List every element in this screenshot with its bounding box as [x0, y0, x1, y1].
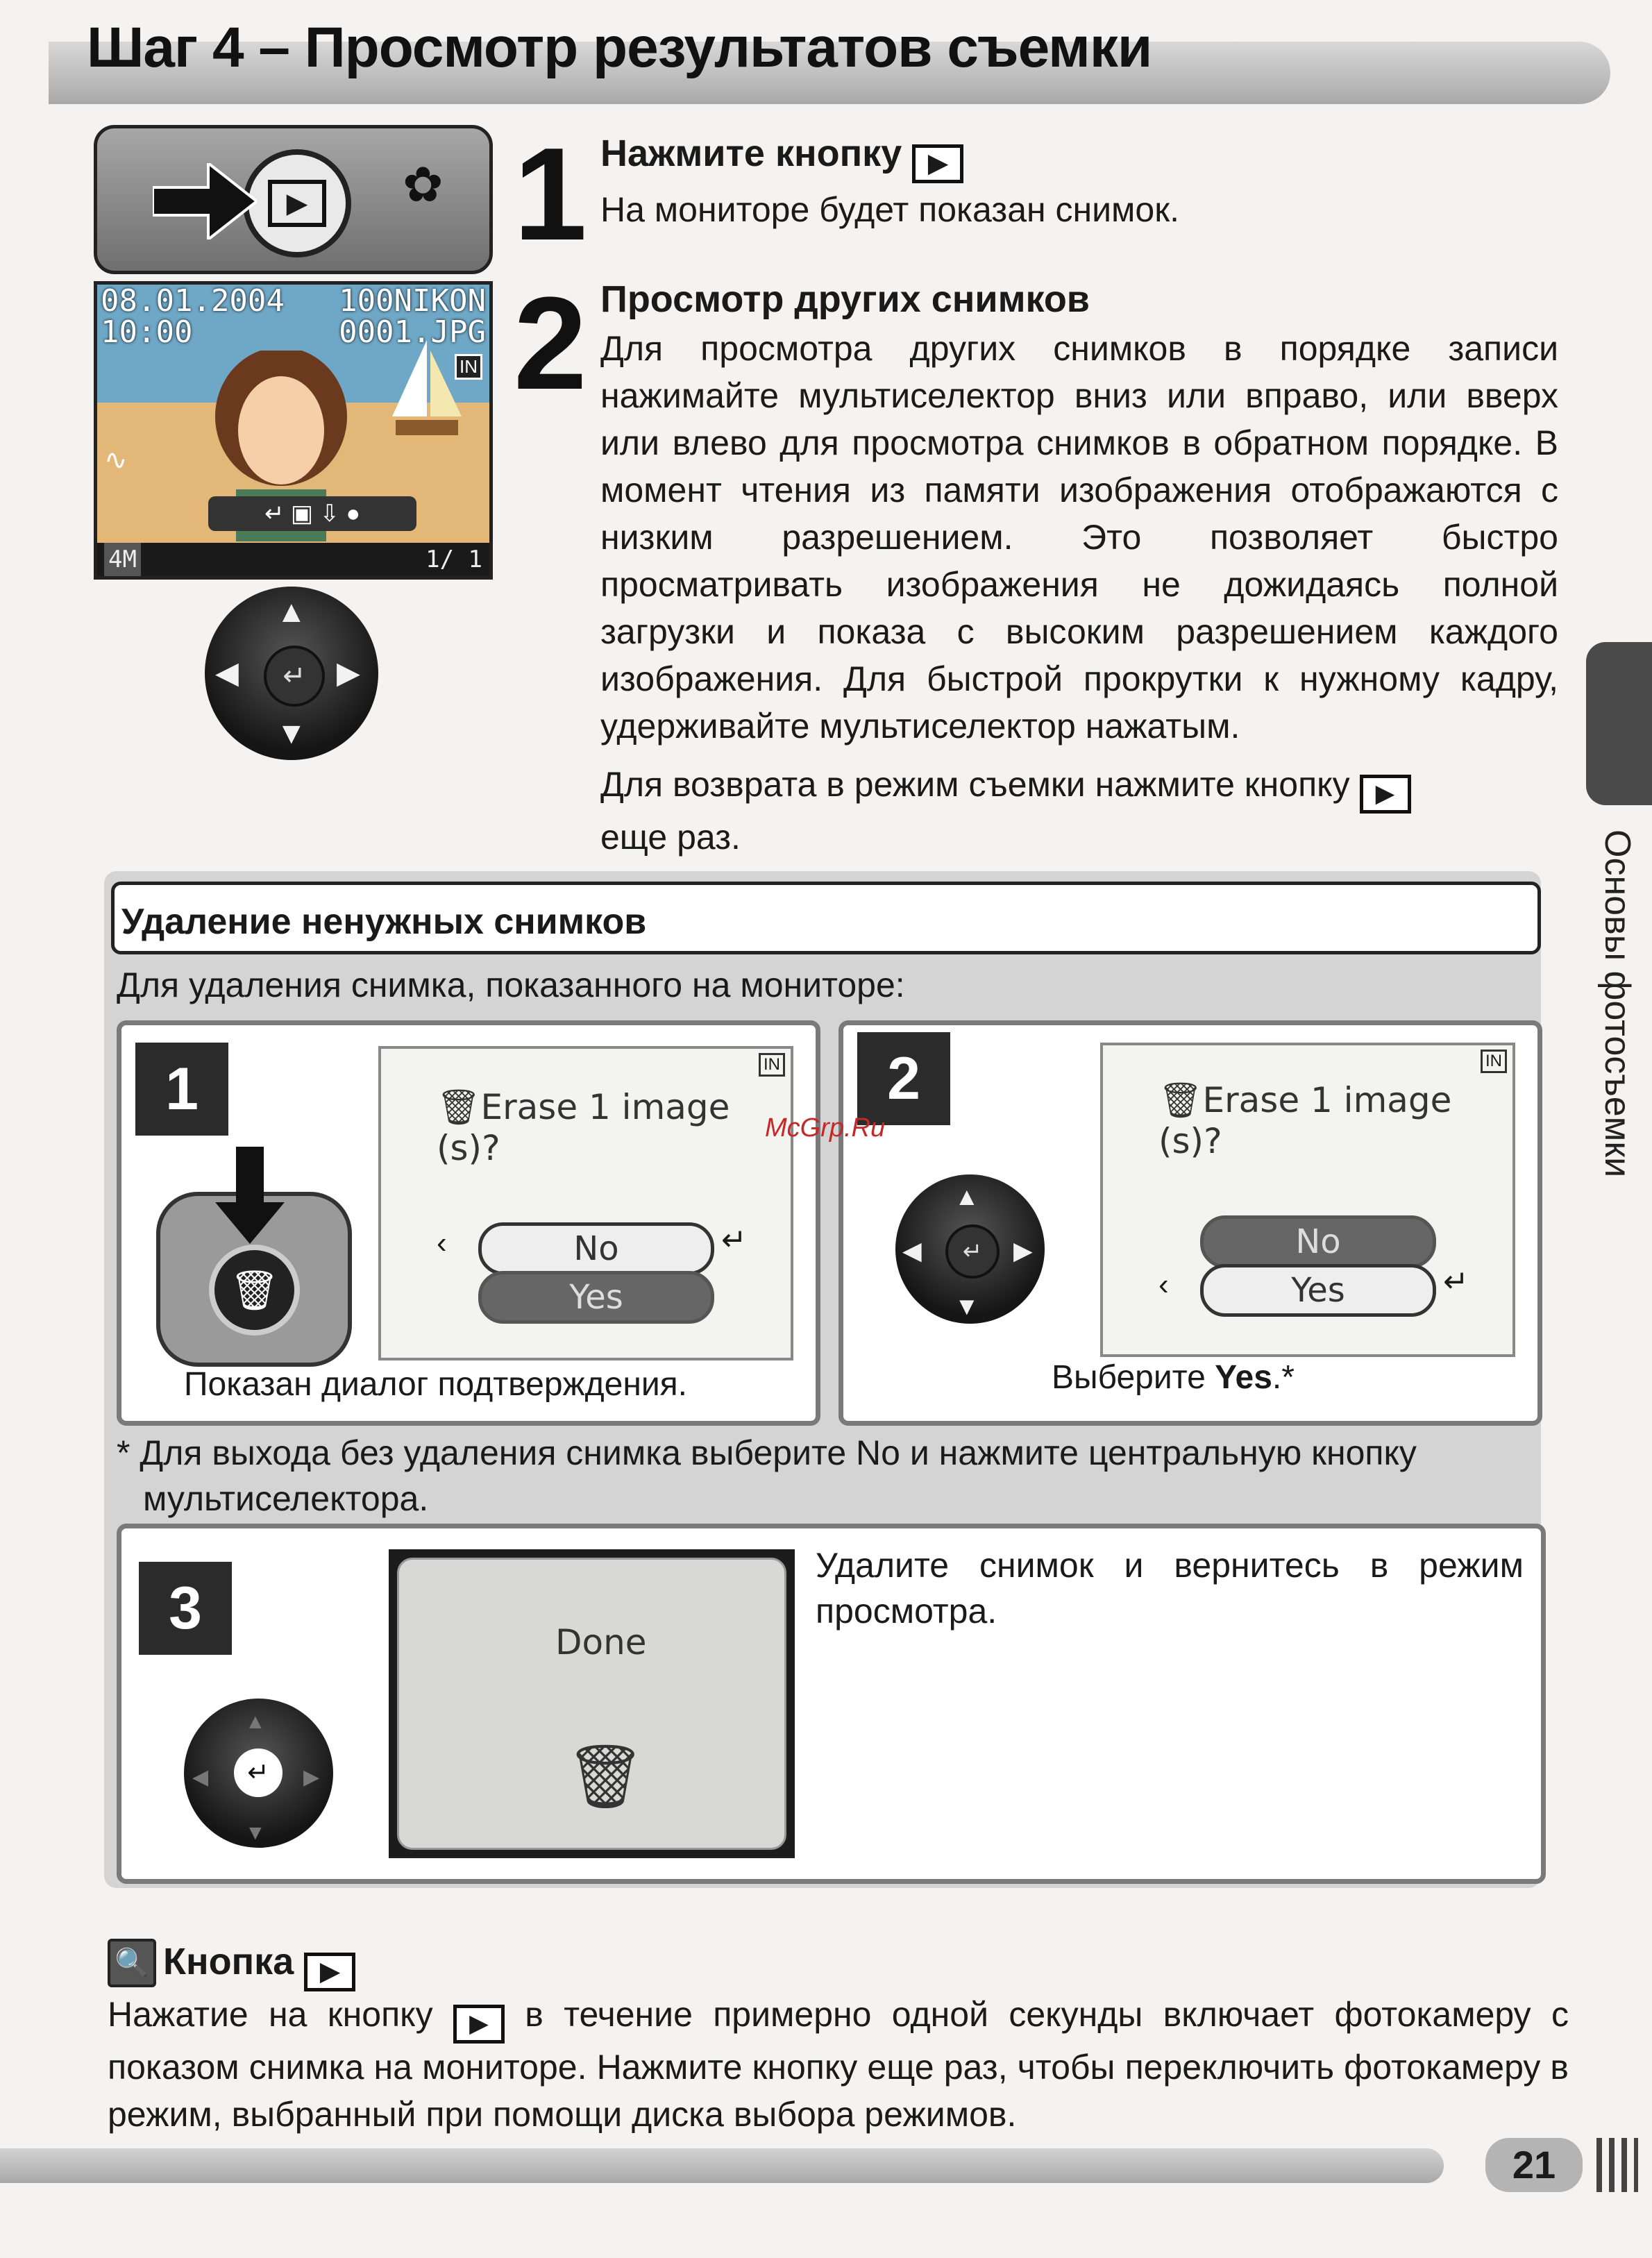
osd-memory-badge: IN: [455, 354, 482, 380]
tip-text: [108, 1991, 1569, 2138]
play-icon: ▶: [453, 2005, 505, 2044]
arrow-left-icon: ◀: [215, 656, 239, 690]
step2-number: 2: [514, 270, 587, 417]
arrow-up-icon: ▲: [954, 1182, 979, 1211]
camera-top-illustration: [94, 125, 493, 274]
arrow-down-icon: ▼: [245, 1821, 266, 1844]
arrow-up-icon: ▲: [245, 1710, 266, 1733]
side-tab-label: Основы фотосъемки: [1597, 829, 1637, 1178]
selector-left-icon: ‹: [437, 1226, 447, 1260]
step-badge: 3: [139, 1562, 232, 1655]
enter-icon: ↵: [1443, 1265, 1469, 1299]
osd-time: 10:00: [101, 314, 193, 350]
step2-caption-text: Выберите: [1052, 1359, 1206, 1396]
done-screen: [397, 1558, 786, 1850]
selector-left-icon: ‹: [1158, 1267, 1169, 1301]
sailboat-icon: [389, 340, 465, 444]
arrow-down-pointer-icon: [215, 1147, 285, 1244]
step2-return-paragraph: [600, 761, 1558, 861]
osd-counter: 1/ 1: [425, 546, 482, 573]
arrow-right-icon: ▶: [337, 656, 360, 690]
footnote: * Для выхода без удаления снимка выберите No и нажмите центральную кнопку мультиселектора.: [117, 1433, 1417, 1518]
tip-text-start: Нажатие на кнопку: [108, 1995, 433, 2034]
page-title: Шаг 4 – Просмотр результатов съемки: [87, 16, 1152, 79]
delete-section-title: Удаление ненужных снимков: [121, 902, 647, 942]
trash-icon: 🗑: [566, 1742, 646, 1812]
step-badge: 1: [135, 1043, 228, 1136]
memory-badge: IN: [759, 1053, 785, 1077]
arrow-left-icon: ◀: [192, 1766, 209, 1789]
play-icon: ▶: [268, 180, 326, 227]
multiselector-illustration: [895, 1174, 1045, 1324]
trash-icon: 🗑: [1158, 1080, 1203, 1120]
arrow-pointer-icon: [153, 163, 257, 239]
delete-intro: Для удаления снимка, показанного на мониторе:: [117, 966, 905, 1004]
no-option[interactable]: No: [478, 1222, 714, 1275]
tip-heading: [163, 1940, 355, 1991]
side-tab-marker: [1586, 642, 1652, 805]
step2-heading: Просмотр других снимков: [600, 278, 1090, 320]
play-icon: ▶: [304, 1953, 355, 1991]
play-icon: ▶: [1360, 775, 1411, 814]
osd-date: 08.01.2004: [101, 283, 285, 319]
step2-caption-yes: Yes: [1215, 1359, 1272, 1396]
delete-step1-panel: [117, 1020, 820, 1426]
arrow-down-icon: ▼: [954, 1292, 979, 1320]
yes-option[interactable]: Yes: [478, 1271, 714, 1324]
enter-icon: ↵: [234, 1749, 283, 1797]
done-screen-frame: [389, 1549, 795, 1858]
multiselector-illustration: [184, 1699, 333, 1848]
enter-icon: ↵: [945, 1224, 1000, 1279]
delete-step2-panel: [838, 1020, 1542, 1426]
step1-number: 1: [514, 121, 587, 268]
trash-icon: 🗑: [209, 1245, 300, 1336]
multiselector-illustration: [205, 587, 378, 760]
delete-step3-panel: [117, 1524, 1546, 1884]
erase-dialog-screen: [378, 1046, 793, 1360]
step1-heading-text: Нажмите кнопку: [600, 133, 902, 174]
footer-stripes: [1596, 2138, 1638, 2192]
step2-return-text: Для возврата в режим съемки нажмите кнопку: [600, 765, 1350, 804]
watermark: McGrp.Ru: [765, 1113, 886, 1143]
erase-dialog-text: [437, 1087, 791, 1168]
page-number: 21: [1485, 2138, 1583, 2192]
step2-return-text-end: еще раз.: [600, 818, 741, 857]
step1-caption: Показан диалог подтверждения.: [184, 1366, 687, 1403]
done-label: Done: [555, 1622, 647, 1662]
erase-dialog-label: Erase 1 image (s)?: [1158, 1080, 1452, 1161]
wave-icon: ∿: [104, 445, 128, 475]
step3-text: Удалите снимок и вернитесь в режим просмотра.: [816, 1546, 1524, 1631]
erase-dialog-label: Erase 1 image (s)?: [437, 1087, 730, 1168]
footer-bar: [0, 2148, 1444, 2183]
step1-heading: [600, 132, 963, 183]
trash-icon: 🗑: [437, 1087, 481, 1127]
osd-status-bar: [97, 543, 489, 576]
tip-text-rest: в течение примерно одной секунды включает фотокамеру с показом снимка на мониторе. Нажмите кнопку еще раз, чтобы переключить фотокамеру в режим, выбранный при помощи диска выбора режимов.: [108, 1995, 1569, 2134]
arrow-down-icon: ▼: [276, 716, 307, 750]
step-badge: 2: [857, 1032, 950, 1125]
tip-heading-text: Кнопка: [163, 1941, 294, 1982]
play-button-illustration: [243, 149, 351, 258]
macro-icon: ✿: [403, 158, 444, 212]
osd-button-strip: ↵ ▣ ⇩ ●: [208, 496, 416, 531]
no-option[interactable]: No: [1200, 1215, 1436, 1268]
erase-dialog-screen: [1100, 1043, 1515, 1357]
erase-dialog-text: [1158, 1080, 1512, 1161]
enter-icon: ↵: [264, 646, 325, 707]
osd-folder: 100NIKON: [339, 283, 486, 319]
arrow-up-icon: ▲: [276, 595, 307, 629]
arrow-right-icon: ▶: [1013, 1236, 1033, 1265]
step2-caption: [1052, 1358, 1295, 1397]
yes-option[interactable]: Yes: [1200, 1264, 1436, 1317]
step1-text: На мониторе будет показан снимок.: [600, 190, 1180, 229]
memory-badge: IN: [1481, 1050, 1507, 1073]
arrow-left-icon: ◀: [902, 1236, 922, 1265]
enter-icon: ↵: [721, 1223, 747, 1257]
play-icon: ▶: [912, 144, 963, 183]
arrow-right-icon: ▶: [303, 1766, 320, 1789]
osd-file: 0001.JPG: [339, 314, 486, 350]
step2-paragraph: Для просмотра других снимков в порядке записи нажимайте мультиселектор вниз или вправо, или вверх или влево для просмотра снимков в обратном порядке. В момент чтения из памяти изображения отображаются с низким разрешением. Это позволяет быстро просматривать изображения не дожидаясь полной загрузки и показа с высоким разрешением каждого изображения. Для быстрой прокрутки к нужному кадру, удерживайте мультиселектор нажатым.: [600, 329, 1558, 745]
camera-monitor-illustration: [94, 281, 493, 580]
osd-size: 4M: [104, 543, 141, 576]
magnifier-icon: 🔍: [108, 1939, 156, 1987]
step2-caption-mark: .*: [1272, 1359, 1295, 1396]
